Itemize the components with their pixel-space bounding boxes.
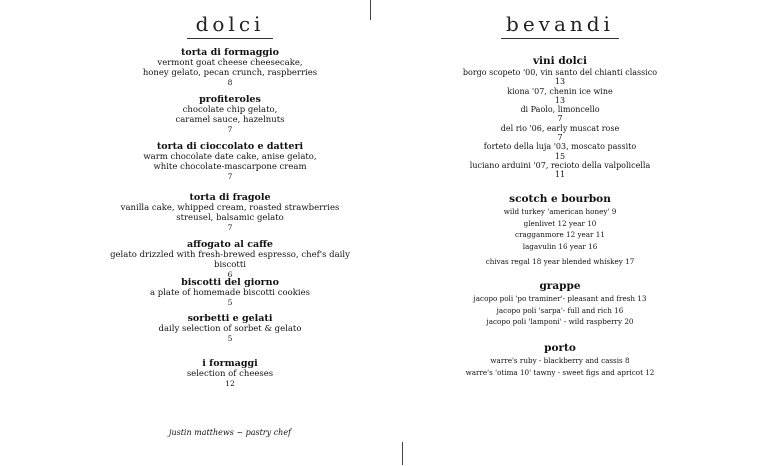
item-desc: caramel sauce, hazelnuts bbox=[175, 115, 285, 125]
spirit-line: wild turkey 'american honey' 9 bbox=[503, 207, 617, 216]
dolci-title-underline bbox=[187, 38, 273, 39]
spirit-line: jacopo poli 'sarpa'- full and rich 16 bbox=[496, 305, 624, 315]
spirit-line: warre's ruby - blackberry and cassis 8 bbox=[490, 356, 630, 365]
section-title: porto bbox=[544, 342, 576, 354]
menu-item bbox=[100, 358, 360, 389]
spirit-line: chivas regal 18 year blended whiskey 17 bbox=[485, 257, 635, 267]
divider-bottom bbox=[402, 442, 403, 465]
item-price: 6 bbox=[227, 270, 233, 279]
section-title: grappe bbox=[539, 280, 581, 292]
item-price: 7 bbox=[227, 125, 233, 134]
dolci-column bbox=[100, 0, 360, 466]
item-name: i formaggi bbox=[202, 358, 258, 369]
wine-price: 7 bbox=[557, 133, 563, 143]
menu-item bbox=[100, 277, 360, 308]
item-desc: vermont goat cheese cheesecake, bbox=[157, 58, 303, 68]
item-desc: white chocolate-mascarpone cream bbox=[153, 162, 307, 172]
item-desc: warm chocolate date cake, anise gelato, bbox=[143, 152, 317, 162]
spirit-line: cragganmore 12 year 11 bbox=[515, 230, 605, 240]
bevandi-title bbox=[440, 12, 680, 39]
section-title: scotch e bourbon bbox=[509, 193, 611, 205]
item-price: 7 bbox=[227, 172, 233, 181]
spirit-line: lagavulin 16 year 16 bbox=[522, 241, 598, 251]
section-grappe bbox=[440, 280, 680, 328]
wine-name: del rio '06, early muscat rose bbox=[500, 123, 620, 133]
section-porto bbox=[440, 342, 680, 378]
menu-item bbox=[100, 192, 360, 233]
wine-name: borgo scopeto '00, vin santo del chianti classico bbox=[462, 68, 658, 77]
item-desc: honey gelato, pecan crunch, raspberries bbox=[142, 68, 318, 78]
item-price: 7 bbox=[227, 223, 233, 232]
item-desc: selection of cheeses bbox=[186, 369, 274, 379]
wine-name: forteto della luja '03, moscato passito bbox=[483, 142, 637, 152]
wine-name: kiona '07, chenin ice wine bbox=[507, 86, 613, 96]
item-price: 12 bbox=[225, 379, 235, 388]
wine-name: di Paolo, limoncello bbox=[520, 105, 600, 115]
item-desc: gelato drizzled with fresh-brewed espresso, chef's daily biscotti bbox=[110, 250, 350, 270]
dolci-title bbox=[100, 12, 360, 39]
wine-price: 7 bbox=[557, 114, 563, 124]
wine-price: 15 bbox=[554, 151, 566, 161]
bevandi-title-text: bevandi bbox=[506, 12, 614, 36]
item-desc: vanilla cake, whipped cream, roasted strawberries bbox=[120, 203, 340, 213]
wine-price: 11 bbox=[554, 170, 566, 180]
spirit-line: jacopo poli 'po traminer'- pleasant and fresh 13 bbox=[473, 294, 647, 303]
section-title: vini dolci bbox=[532, 55, 588, 67]
divider-top bbox=[370, 0, 371, 20]
item-price: 8 bbox=[227, 78, 233, 87]
wine-name: luciano arduini '07, recioto della valpolicella bbox=[469, 160, 651, 170]
item-name: torta di cioccolato e datteri bbox=[156, 141, 304, 152]
item-desc: daily selection of sorbet & gelato bbox=[158, 324, 302, 334]
item-name: sorbetti e gelati bbox=[187, 313, 273, 324]
pastry-chef-credit: justin matthews ~ pastry chef bbox=[168, 428, 292, 437]
item-desc: streusel, balsamic gelato bbox=[176, 213, 284, 223]
dolci-title-text: dolci bbox=[195, 12, 265, 36]
wine-price: 13 bbox=[554, 77, 566, 87]
section-scotch-bourbon bbox=[440, 193, 680, 268]
item-name: affogato al caffe bbox=[187, 239, 273, 250]
menu-item bbox=[100, 94, 360, 135]
spirit-line: glenlivet 12 year 10 bbox=[523, 218, 597, 228]
item-price: 5 bbox=[227, 334, 233, 343]
item-name: torta di fragole bbox=[189, 192, 271, 203]
bevandi-title-underline bbox=[501, 38, 619, 39]
menu-item bbox=[100, 313, 360, 344]
bevandi-column bbox=[440, 0, 680, 466]
menu-item bbox=[100, 141, 360, 182]
menu-item bbox=[100, 239, 360, 280]
item-name: biscotti del giorno bbox=[181, 277, 279, 288]
item-name: torta di formaggio bbox=[180, 47, 279, 58]
section-vini-dolci bbox=[440, 55, 680, 180]
item-price: 5 bbox=[227, 298, 233, 307]
item-desc: chocolate chip gelato, bbox=[182, 105, 278, 115]
item-desc: a plate of homemade biscotti cookies bbox=[149, 288, 310, 298]
spirit-line: warre's 'otima 10' tawny - sweet figs and apricot 12 bbox=[465, 367, 655, 377]
item-name: profiteroles bbox=[199, 94, 261, 105]
spirit-line: jacopo poli 'lamponi' - wild raspberry 20 bbox=[486, 317, 634, 327]
wine-price: 13 bbox=[554, 95, 566, 105]
menu-item bbox=[100, 47, 360, 88]
